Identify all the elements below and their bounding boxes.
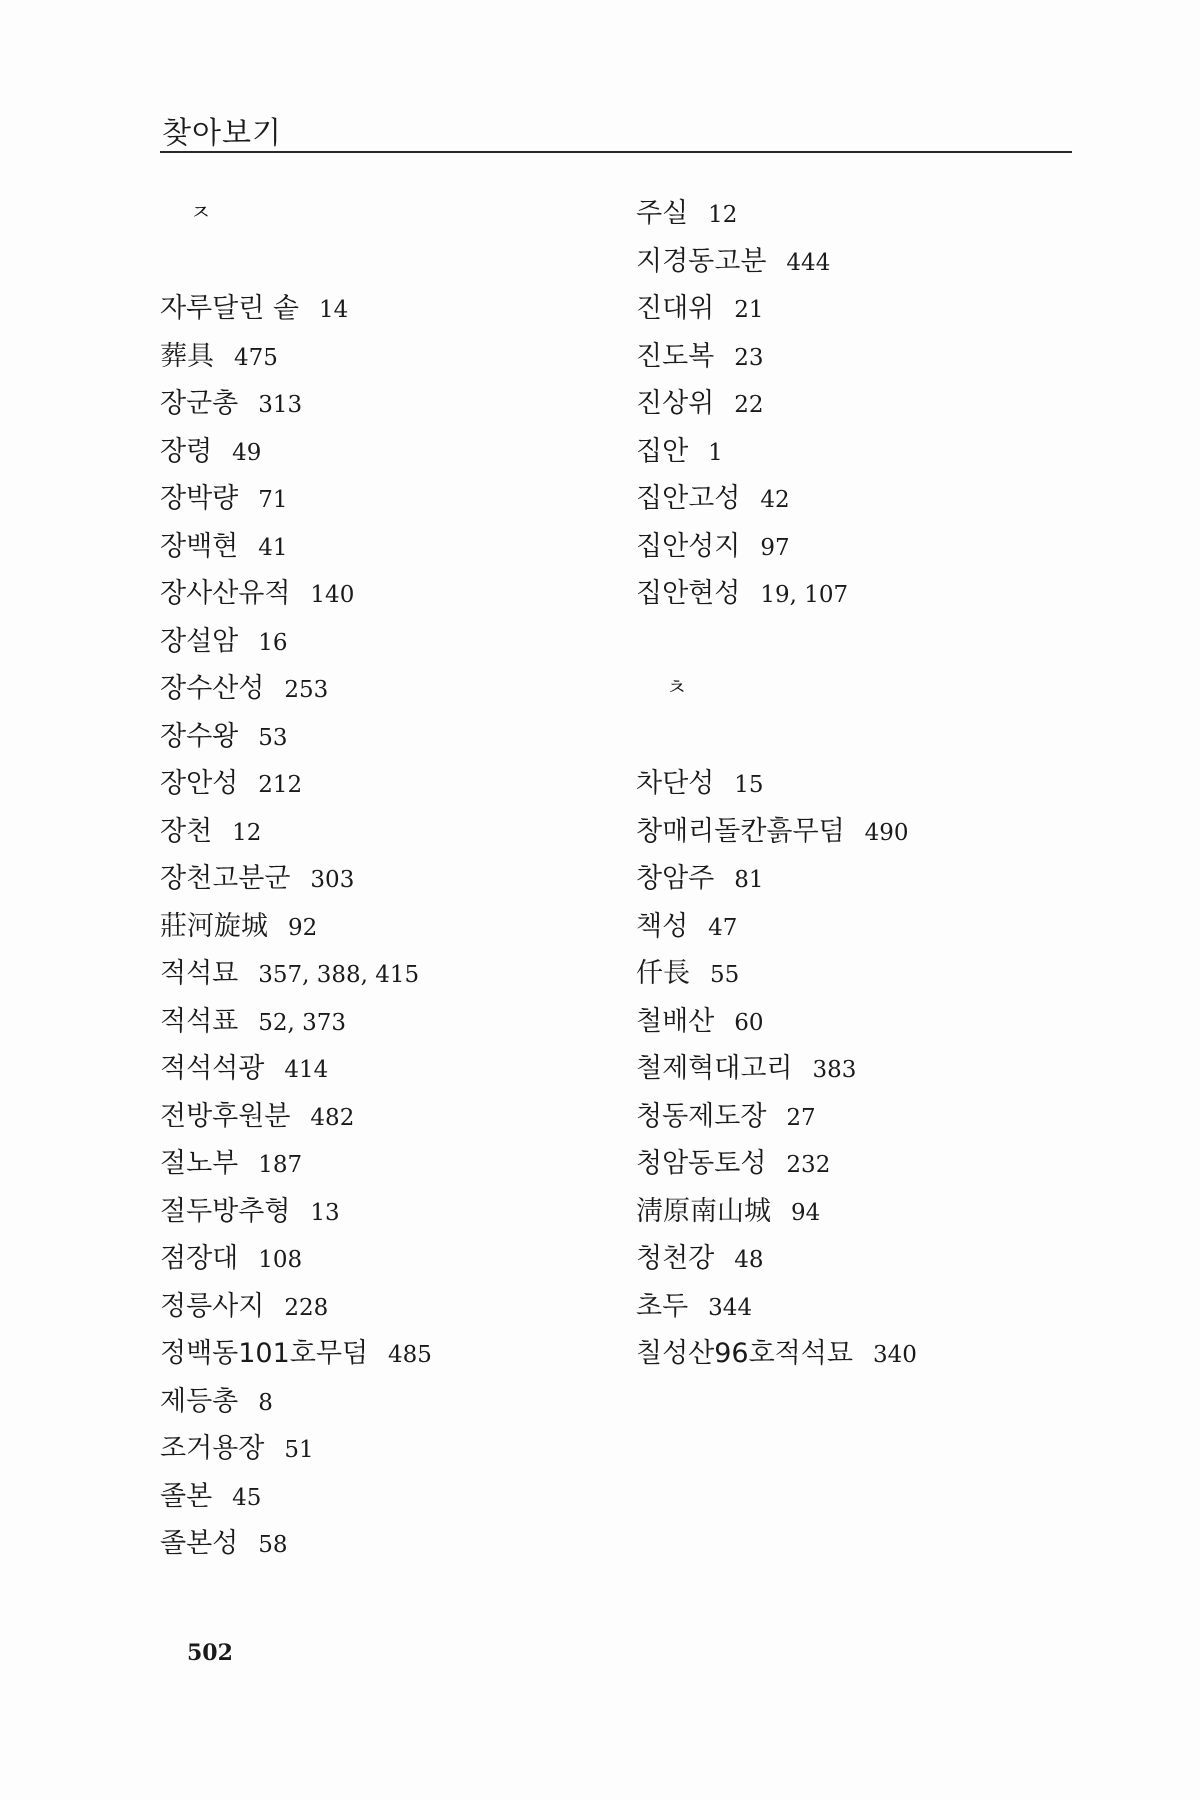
header-rule [160,151,1072,153]
index-term: 葬具 [160,340,214,372]
index-term: 장박량 [160,483,239,514]
index-group [636,190,1076,665]
section-spacer [636,713,1076,761]
index-entry [160,1378,600,1426]
index-pages: 27 [786,1104,816,1131]
index-pages: 41 [258,534,288,561]
index-entry [636,238,1076,286]
index-entry [160,950,600,998]
index-term: 장령 [160,435,213,467]
index-pages: 303 [310,867,355,893]
index-pages: 55 [710,962,740,988]
index-entry [160,855,600,903]
index-entry [160,333,600,381]
index-term: 책성 [636,910,689,942]
index-pages: 12 [708,202,738,228]
index-pages: 14 [319,297,349,323]
index-term: 장천고분군 [160,863,291,894]
index-term: 초두 [636,1290,689,1322]
index-entry [636,760,1076,808]
index-entry [636,428,1076,476]
index-pages: 53 [258,724,288,751]
index-entry [636,950,1076,998]
index-pages: 8 [258,1389,273,1416]
index-pages: 108 [258,1247,303,1273]
index-column-left [160,190,600,1568]
index-term: 장안성 [160,768,239,799]
index-entry [636,808,1076,856]
index-pages: 482 [310,1104,355,1131]
index-pages: 253 [284,677,329,703]
section-spacer [160,238,600,286]
index-entry [636,1140,1076,1188]
index-entry [160,1188,600,1236]
index-entry [636,1093,1076,1141]
index-term: 절노부 [160,1148,239,1179]
index-term: 진상위 [636,388,715,419]
index-term: 철배산 [636,1005,715,1037]
index-entry [636,523,1076,571]
index-pages: 52, 373 [258,1009,347,1036]
index-pages: 490 [864,819,909,846]
index-entry [636,1283,1076,1331]
index-term: 장수왕 [160,720,239,752]
index-entry [160,1520,600,1568]
section-letter: ㅈ [190,201,212,226]
group-spacer [636,618,1076,666]
index-entry [160,570,600,618]
index-pages: 414 [284,1057,329,1083]
index-entry [636,1188,1076,1236]
index-entry [636,285,1076,333]
index-term: 졸본성 [160,1528,239,1559]
index-term: 淸原南山城 [636,1195,771,1227]
index-pages: 94 [791,1199,821,1226]
index-term: 장설암 [160,625,239,657]
index-pages: 60 [734,1009,764,1036]
index-term: 조거용장 [160,1433,265,1464]
index-term: 절두방추형 [160,1195,291,1227]
index-term: 仟長 [636,958,690,989]
index-group [636,665,1076,1378]
index-pages: 42 [760,487,790,513]
index-entry [160,523,600,571]
index-entry [636,380,1076,428]
index-term: 집안고성 [636,483,741,514]
index-entry [160,1425,600,1473]
index-pages: 485 [388,1342,432,1368]
index-group [160,190,600,1568]
index-term: 지경동고분 [636,245,767,277]
index-term: 정백동101호무덤 [160,1338,369,1369]
index-pages: 444 [786,249,831,276]
index-entry [160,285,600,333]
index-pages: 1 [708,439,723,466]
index-pages: 12 [232,819,262,846]
index-pages: 13 [310,1199,340,1226]
index-term: 철제혁대고리 [636,1053,793,1084]
index-term: 장백현 [160,530,239,562]
index-entry [636,570,1076,618]
index-pages: 228 [284,1294,329,1321]
index-pages: 45 [232,1484,262,1511]
index-entry [160,1283,600,1331]
index-entry [160,998,600,1046]
index-term: 장수산성 [160,673,265,704]
index-pages: 48 [734,1247,764,1273]
index-term: 적석묘 [160,958,239,989]
index-pages: 475 [234,344,278,371]
index-entry [636,333,1076,381]
index-entry [160,665,600,713]
index-pages: 383 [812,1057,857,1083]
index-pages: 19, 107 [760,582,849,608]
index-pages: 51 [284,1437,314,1463]
index-entry [636,475,1076,523]
index-pages: 21 [734,297,764,323]
index-term: 진도복 [636,340,715,372]
index-pages: 15 [734,772,764,798]
index-entry [160,1473,600,1521]
index-entry [160,428,600,476]
index-term: 집안현성 [636,578,741,609]
index-term: 莊河旋城 [160,910,268,942]
index-term: 진대위 [636,293,715,324]
index-entry [636,190,1076,238]
index-pages: 81 [734,867,764,893]
index-pages: 97 [760,534,790,561]
index-entry [160,808,600,856]
index-pages: 49 [232,439,262,466]
index-entry [636,855,1076,903]
index-term: 청동제도장 [636,1100,767,1132]
index-entry [160,1140,600,1188]
index-pages: 340 [872,1342,917,1368]
index-term: 칠성산96호적석묘 [636,1338,853,1369]
index-pages: 313 [258,392,303,418]
index-term: 제등총 [160,1385,239,1417]
index-entry [160,475,600,523]
index-term: 적석표 [160,1005,239,1037]
index-term: 정릉사지 [160,1290,265,1322]
index-term: 적석석광 [160,1053,265,1084]
index-entry [160,1235,600,1283]
index-pages: 92 [288,914,318,941]
index-entry [160,760,600,808]
index-entry [160,903,600,951]
section-letter: ㅊ [666,676,688,701]
running-head: 찾아보기 [162,116,282,151]
index-term: 전방후원분 [160,1100,291,1132]
index-pages: 344 [708,1294,753,1321]
index-term: 장군총 [160,388,239,419]
index-term: 장천 [160,815,213,847]
index-pages: 23 [734,344,764,371]
index-entry [160,1045,600,1093]
index-entry [636,903,1076,951]
index-pages: 232 [786,1152,831,1178]
index-entry [160,713,600,761]
index-term: 자루달린 솥 [160,293,299,324]
index-term: 장사산유적 [160,578,291,609]
index-pages: 16 [258,629,288,656]
index-pages: 212 [258,772,303,798]
index-entry [160,1330,600,1378]
index-term: 청천강 [636,1243,715,1274]
index-term: 점장대 [160,1243,239,1274]
index-entry [636,1330,1076,1378]
index-entry [636,998,1076,1046]
index-pages: 357, 388, 415 [258,962,420,988]
index-entry [636,1045,1076,1093]
index-column-right [636,190,1076,1378]
index-term: 차단성 [636,768,715,799]
index-pages: 47 [708,914,738,941]
index-entry [160,618,600,666]
index-pages: 140 [310,582,355,608]
index-term: 창암주 [636,863,715,894]
index-entry [160,1093,600,1141]
index-term: 졸본 [160,1480,213,1512]
index-pages: 22 [734,392,764,418]
index-entry [636,1235,1076,1283]
index-term: 청암동토성 [636,1148,767,1179]
index-term: 창매리돌칸흙무덤 [636,815,845,847]
index-term: 주실 [636,198,689,229]
index-term: 집안 [636,435,689,467]
index-entry [160,380,600,428]
index-pages: 58 [258,1532,288,1558]
index-pages: 187 [258,1152,303,1178]
index-pages: 71 [258,487,288,513]
page-number: 502 [187,1640,233,1666]
index-term: 집안성지 [636,530,741,562]
